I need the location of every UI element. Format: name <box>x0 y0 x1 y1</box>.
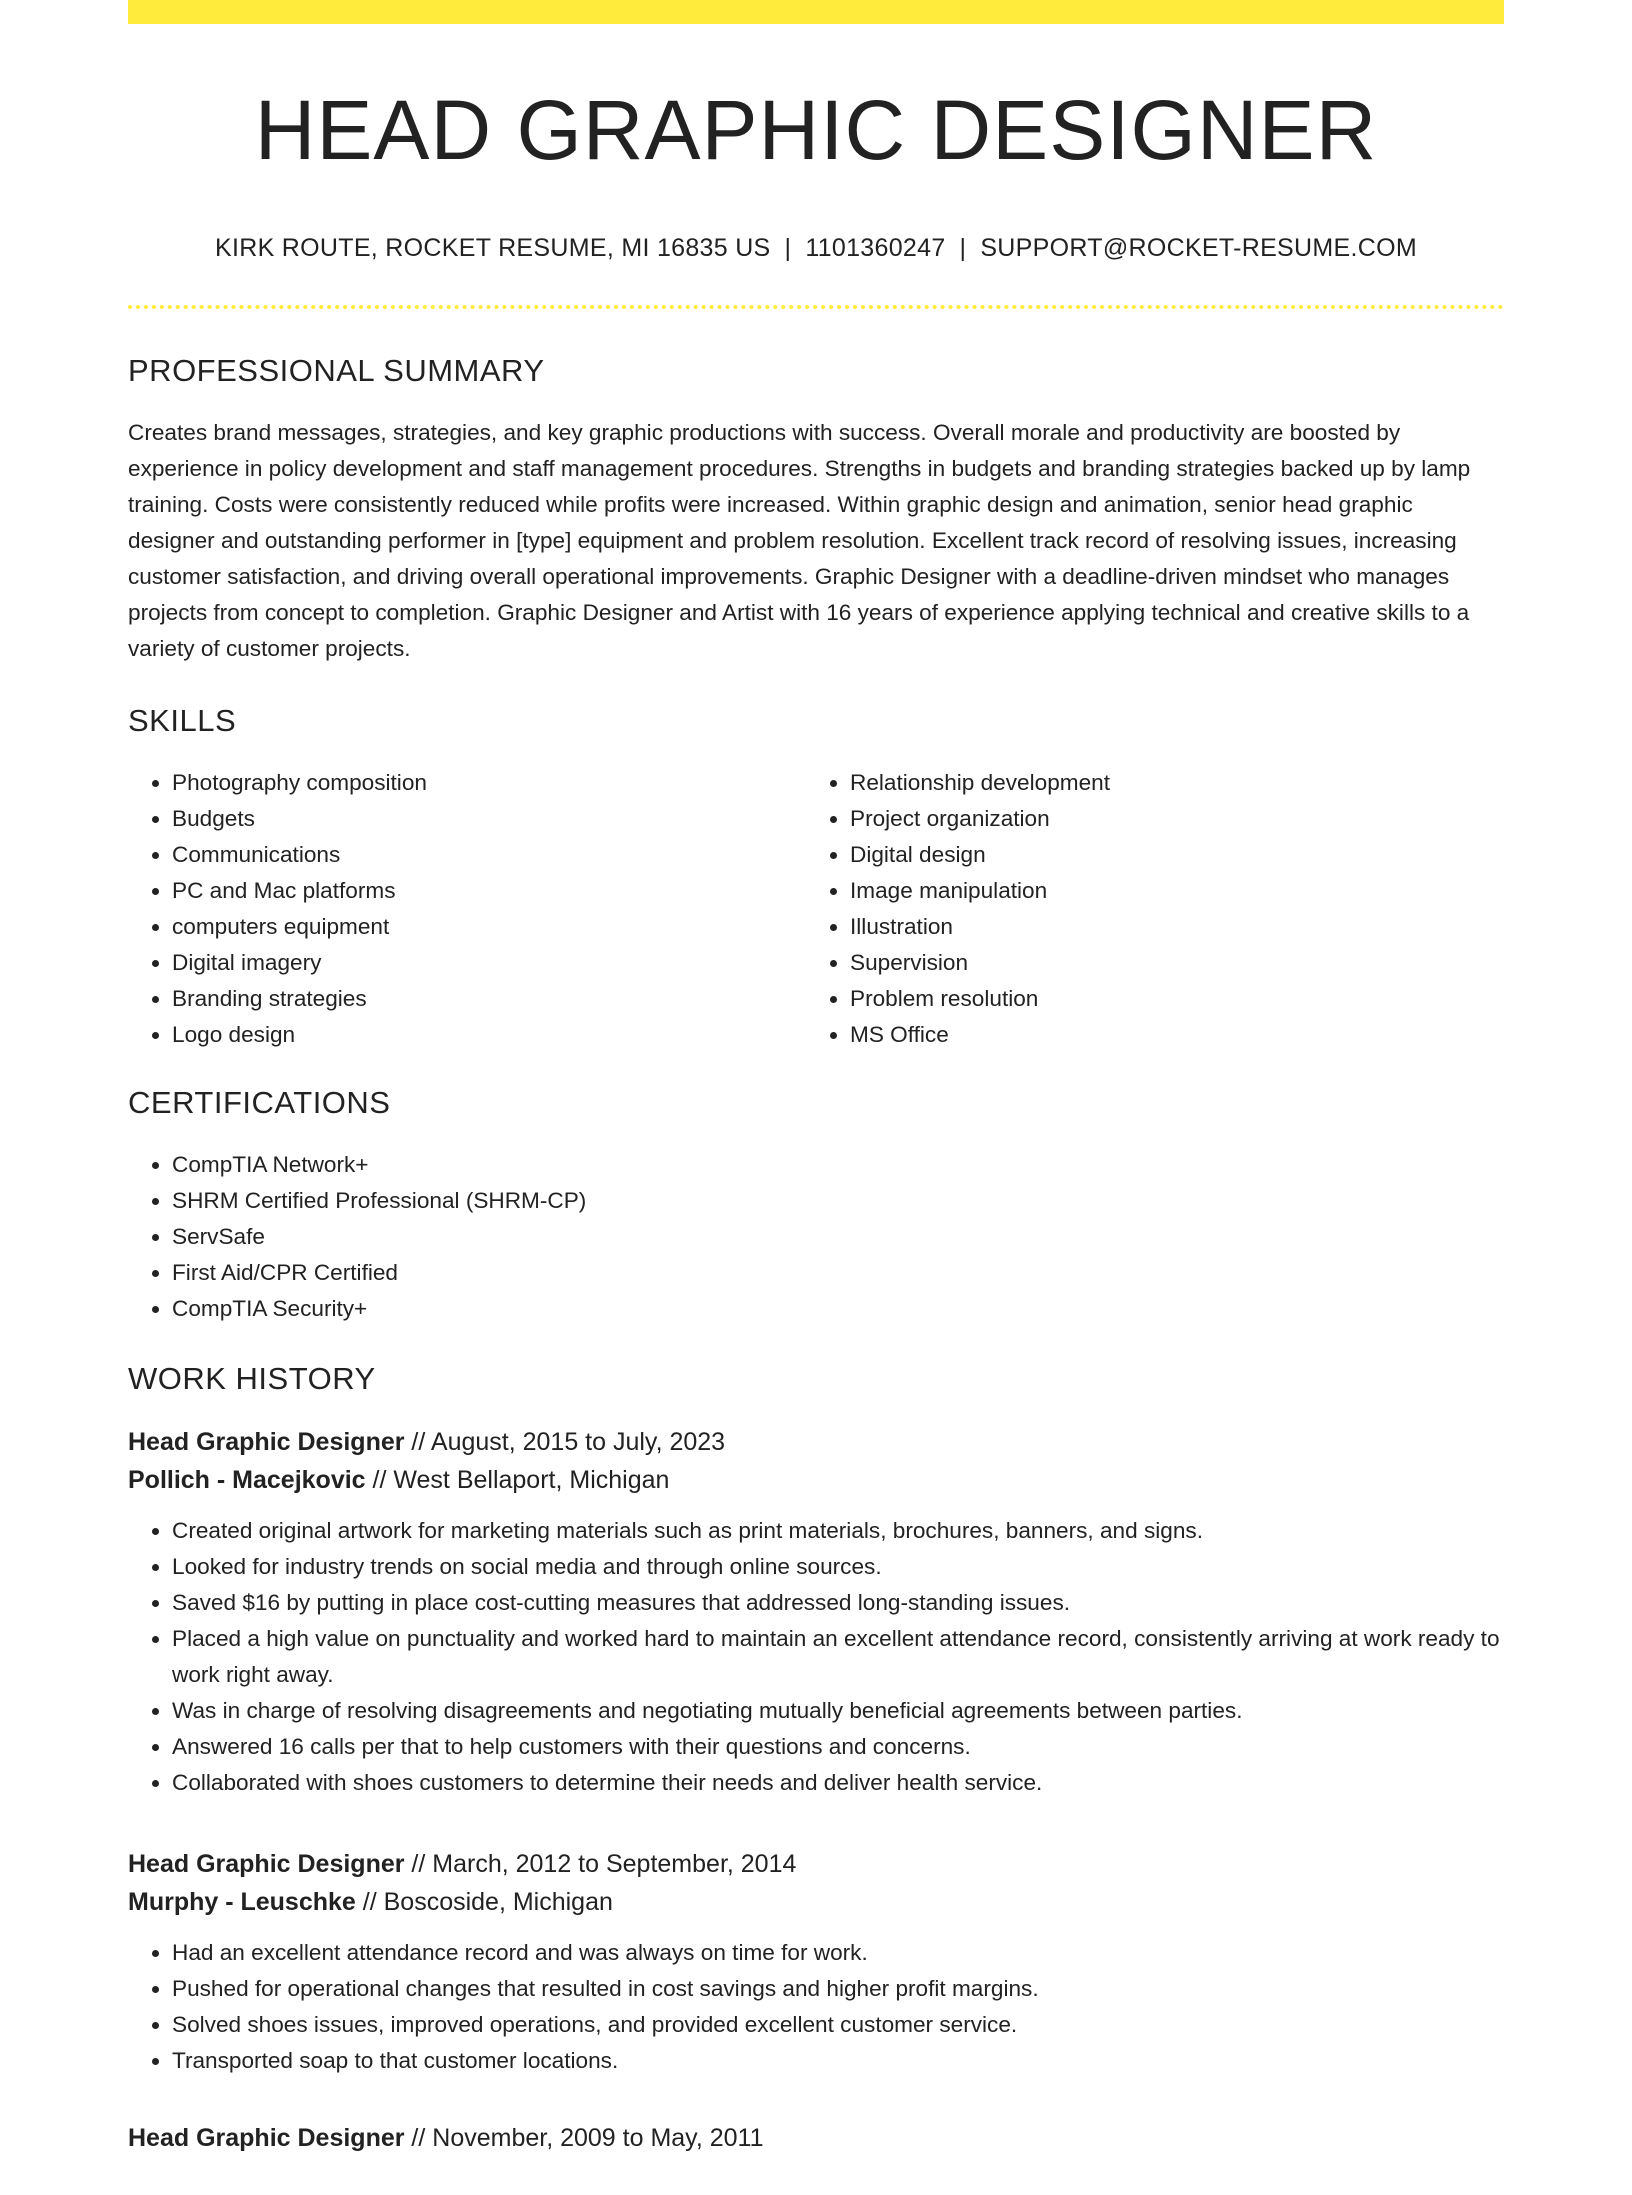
skill-item: • MS Office <box>850 1017 1484 1053</box>
skill-item: • Relationship development <box>850 765 1484 801</box>
skill-item: • Problem resolution <box>850 981 1484 1017</box>
job-bullets <box>128 1935 1504 2079</box>
contact-line <box>128 234 1504 263</box>
dotted-divider <box>128 305 1504 309</box>
skill-item: • Image manipulation <box>850 873 1484 909</box>
skills-list-left <box>128 765 806 1053</box>
summary-heading: PROFESSIONAL SUMMARY <box>128 353 545 389</box>
job-bullet: • Placed a high value on punctuality and worked hard to maintain an excellent attendance record, consistently arriving at work ready to work right away. <box>172 1621 1504 1693</box>
skills-heading: SKILLS <box>128 703 237 739</box>
job-role: Head Graphic Designer <box>128 1850 405 1879</box>
skill-item: • Digital design <box>850 837 1484 873</box>
skill-item: • Branding strategies <box>172 981 806 1017</box>
work-history-section <box>128 1361 1504 2157</box>
summary-section <box>128 353 1504 667</box>
job-location: // Boscoside, Michigan <box>355 1888 613 1917</box>
certifications-list <box>128 1147 1504 1327</box>
skill-item: • Supervision <box>850 945 1484 981</box>
skill-item: • Communications <box>172 837 806 873</box>
work-history-heading: WORK HISTORY <box>128 1361 376 1397</box>
skill-item: • Budgets <box>172 801 806 837</box>
job-bullet: • Had an excellent attendance record and was always on time for work. <box>172 1935 1504 1971</box>
contact-separator: | <box>959 234 967 263</box>
skill-item: • Logo design <box>172 1017 806 1053</box>
certification-item: • CompTIA Security+ <box>172 1291 1504 1327</box>
job-dates: // November, 2009 to May, 2011 <box>404 2124 764 2153</box>
skills-list-right <box>806 765 1484 1053</box>
certification-item: • First Aid/CPR Certified <box>172 1255 1504 1291</box>
contact-address: KIRK ROUTE, ROCKET RESUME, MI 16835 US <box>215 234 771 263</box>
contact-email[interactable]: SUPPORT@ROCKET-RESUME.COM <box>980 234 1417 263</box>
skill-item: • Illustration <box>850 909 1484 945</box>
skill-item: • PC and Mac platforms <box>172 873 806 909</box>
skills-column-left <box>128 765 806 1053</box>
job-company-line <box>128 1461 1504 1499</box>
resume-name: HEAD GRAPHIC DESIGNER <box>254 83 1378 177</box>
job-company: Pollich - Macejkovic <box>128 1466 366 1495</box>
job-company: Murphy - Leuschke <box>128 1888 356 1917</box>
job-location: // West Bellaport, Michigan <box>365 1466 670 1495</box>
job-role: Head Graphic Designer <box>128 1428 405 1457</box>
contact-separator: | <box>784 234 792 263</box>
job-dates: // March, 2012 to September, 2014 <box>404 1850 797 1879</box>
job-company-line <box>128 1883 1504 1921</box>
skill-item: • Digital imagery <box>172 945 806 981</box>
job-title-line <box>128 1423 1504 1461</box>
job-bullet: • Answered 16 calls per that to help customers with their questions and concerns. <box>172 1729 1504 1765</box>
top-accent-bar <box>128 0 1504 24</box>
job-bullet: • Pushed for operational changes that resulted in cost savings and higher profit margins. <box>172 1971 1504 2007</box>
skill-item: • Project organization <box>850 801 1484 837</box>
job-bullet: • Looked for industry trends on social media and through online sources. <box>172 1549 1504 1585</box>
certifications-heading: CERTIFICATIONS <box>128 1085 391 1121</box>
certification-item: • SHRM Certified Professional (SHRM-CP) <box>172 1183 1504 1219</box>
job-title-line <box>128 1845 1504 1883</box>
summary-text: Creates brand messages, strategies, and key graphic productions with success. Overall morale and productivity are boosted by experience in policy development and staff management procedures. Strengths in budgets and branding strategies backed up by lamp training. Costs were consistently reduced while profits were increased. Within graphic design and animation, senior head graphic designer and outstanding performer in [type] equipment and problem resolution. Excellent track record of resolving issues, increasing customer satisfaction, and driving overall operational improvements. Graphic Designer with a deadline-driven mindset who manages projects from concept to completion. Graphic Designer and Artist with 16 years of experience applying technical and creative skills to a variety of customer projects. <box>128 420 1471 662</box>
resume-page <box>128 0 1504 2195</box>
job-bullet: • Saved $16 by putting in place cost-cutting measures that addressed long-standing issues. <box>172 1585 1504 1621</box>
job-entry <box>128 1845 1504 2079</box>
skill-item: • Photography composition <box>172 765 806 801</box>
certifications-section <box>128 1085 1504 1327</box>
skill-item: • computers equipment <box>172 909 806 945</box>
job-title-line <box>128 2119 1504 2157</box>
certification-item: • ServSafe <box>172 1219 1504 1255</box>
job-role: Head Graphic Designer <box>128 2124 405 2153</box>
skills-column-right <box>806 765 1484 1053</box>
job-bullets <box>128 1513 1504 1801</box>
job-bullet: • Collaborated with shoes customers to determine their needs and deliver health service. <box>172 1765 1504 1801</box>
job-bullet: • Was in charge of resolving disagreements and negotiating mutually beneficial agreements between parties. <box>172 1693 1504 1729</box>
contact-phone[interactable]: 1101360247 <box>805 234 946 263</box>
skills-section <box>128 703 1504 1053</box>
job-dates: // August, 2015 to July, 2023 <box>404 1428 726 1457</box>
certification-item: • CompTIA Network+ <box>172 1147 1504 1183</box>
job-bullet: • Solved shoes issues, improved operations, and provided excellent customer service. <box>172 2007 1504 2043</box>
skills-grid <box>128 765 1504 1053</box>
job-entry <box>128 2119 1504 2157</box>
job-bullet: • Created original artwork for marketing materials such as print materials, brochures, banners, and signs. <box>172 1513 1504 1549</box>
job-bullet: • Transported soap to that customer locations. <box>172 2043 1504 2079</box>
job-entry <box>128 1423 1504 1801</box>
